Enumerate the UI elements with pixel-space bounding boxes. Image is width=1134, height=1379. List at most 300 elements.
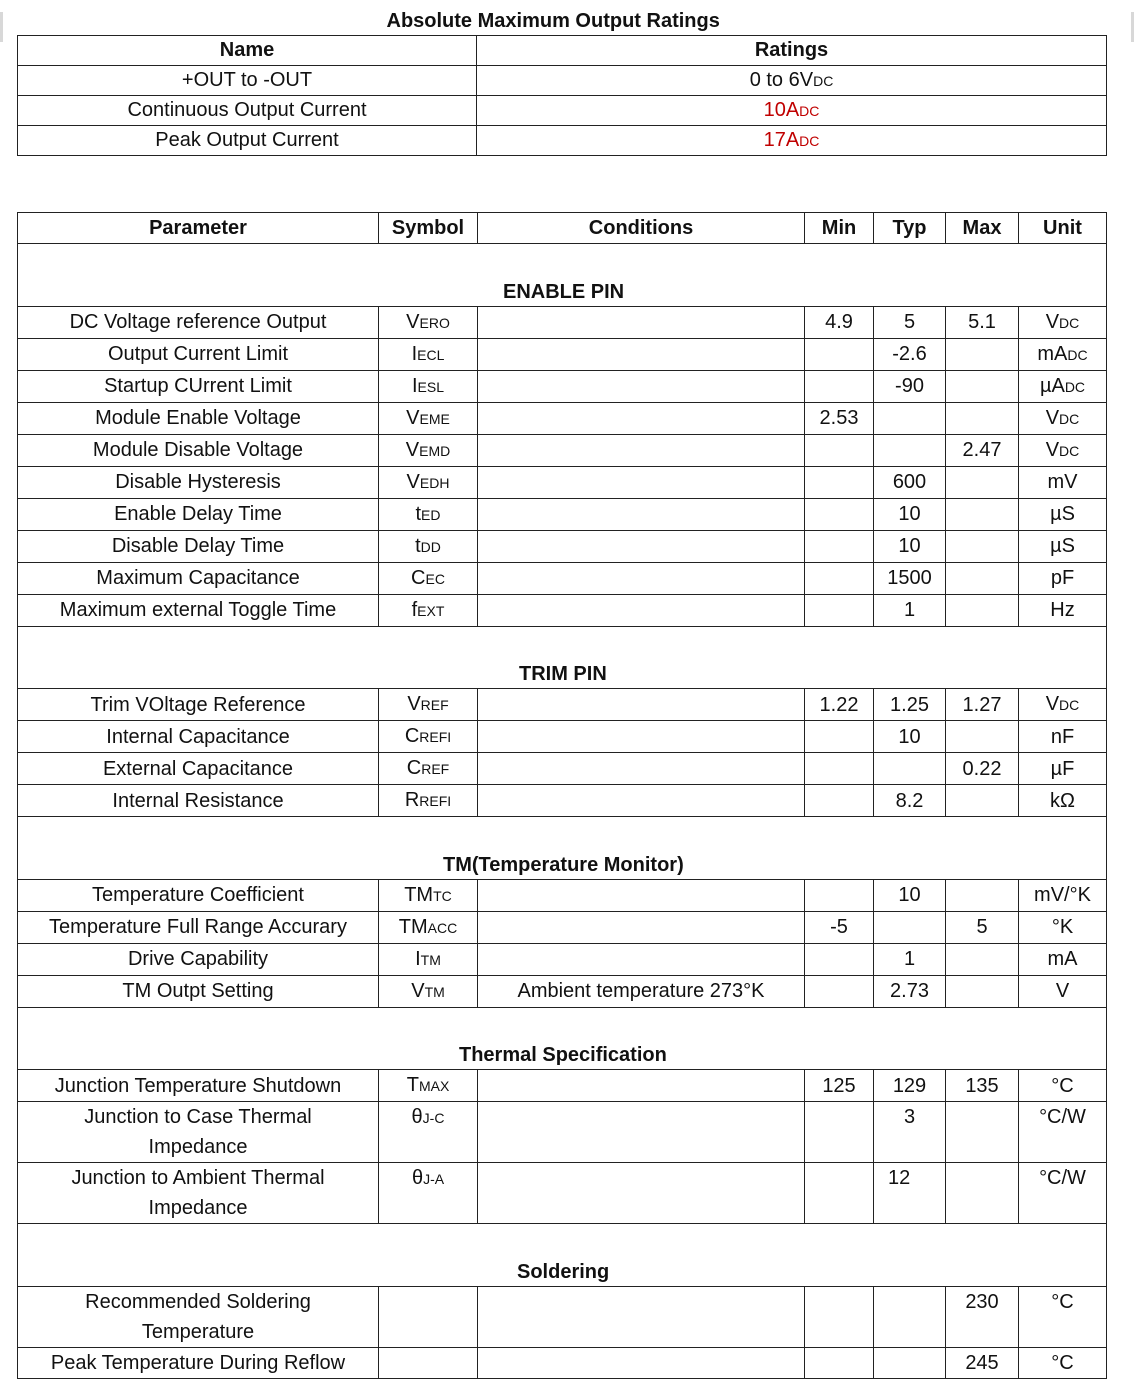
param-cell: Module Disable Voltage — [18, 434, 379, 466]
cond-cell — [478, 1286, 805, 1347]
cond-cell — [478, 689, 805, 721]
max-cell — [946, 338, 1019, 370]
spec-row — [18, 562, 1107, 594]
spacer-cell — [18, 244, 1107, 275]
spec-row — [18, 689, 1107, 721]
unit-cell — [1019, 943, 1107, 975]
unit-cell — [1019, 306, 1107, 338]
min-cell — [805, 594, 874, 626]
value-main: pF — [1050, 567, 1075, 589]
param-cell: Peak Temperature During Reflow — [18, 1347, 379, 1378]
header-max: Max — [946, 213, 1019, 244]
spacer-row — [18, 244, 1107, 275]
spacer-row — [18, 626, 1107, 657]
min-cell — [805, 975, 874, 1007]
spec-row — [18, 434, 1107, 466]
section-title-text: TM(Temperature Monitor) — [443, 853, 684, 876]
section-title-row — [18, 1038, 1107, 1070]
value-subscript: ERO — [419, 314, 450, 331]
symbol-cell — [379, 498, 478, 530]
cond-cell — [478, 338, 805, 370]
section-title — [18, 847, 1107, 879]
value-subscript: EC — [425, 570, 445, 587]
value-subscript: J-C — [422, 1110, 445, 1126]
unit-cell — [1019, 879, 1107, 911]
section-title-row — [18, 657, 1107, 689]
spacer-row — [18, 1224, 1107, 1255]
cond-cell — [478, 879, 805, 911]
min-cell — [805, 753, 874, 785]
symbol-cell — [379, 721, 478, 753]
min-cell — [805, 1163, 874, 1224]
symbol-cell — [379, 975, 478, 1007]
symbol-cell — [379, 753, 478, 785]
unit-cell — [1019, 434, 1107, 466]
unit-cell — [1019, 911, 1107, 943]
cond-cell: Ambient temperature 273°K — [478, 975, 805, 1007]
min-cell — [805, 370, 874, 402]
unit-cell — [1019, 594, 1107, 626]
value-main: °C — [1051, 1351, 1074, 1374]
value-main: mV/°K — [1034, 884, 1091, 906]
ratings-row — [18, 126, 1107, 156]
value-main: V — [1045, 406, 1060, 429]
value-main: µS — [1050, 535, 1075, 557]
value-main: Hz — [1050, 599, 1075, 621]
section-title-row — [18, 274, 1107, 306]
spec-table — [17, 212, 1107, 1379]
typ-cell: 600 — [874, 466, 946, 498]
max-cell: 5.1 — [946, 306, 1019, 338]
typ-cell: 129 — [874, 1070, 946, 1102]
param-cell: DC Voltage reference Output — [18, 306, 379, 338]
section-title-text: Soldering — [517, 1260, 610, 1283]
symbol-cell — [379, 1286, 478, 1347]
unit-cell — [1019, 689, 1107, 721]
symbol-cell — [379, 1347, 478, 1378]
section-title-text: TRIM PIN — [519, 663, 607, 685]
value-main: t — [415, 534, 421, 557]
min-cell: 4.9 — [805, 306, 874, 338]
unit-cell — [1019, 785, 1107, 817]
cond-cell — [478, 306, 805, 338]
header-ratings: Ratings — [477, 36, 1107, 66]
value-main: µS — [1050, 503, 1075, 525]
max-cell: 245 — [946, 1347, 1019, 1378]
value-main: V — [1045, 693, 1060, 715]
header-typ: Typ — [874, 213, 946, 244]
value-subscript: DC — [1059, 442, 1080, 459]
header-symbol: Symbol — [379, 213, 478, 244]
cond-cell — [478, 594, 805, 626]
spacer-row — [18, 1007, 1107, 1038]
min-cell — [805, 338, 874, 370]
cond-cell — [478, 911, 805, 943]
value-main: I — [411, 374, 418, 397]
value-main: kΩ — [1050, 789, 1075, 812]
max-cell: 135 — [946, 1070, 1019, 1102]
typ-cell: -2.6 — [874, 338, 946, 370]
typ-cell: 10 — [874, 498, 946, 530]
typ-cell: 1 — [874, 943, 946, 975]
param-cell: Internal Resistance — [18, 785, 379, 817]
symbol-cell — [379, 911, 478, 943]
param-cell: Junction Temperature Shutdown — [18, 1070, 379, 1102]
typ-cell: 1500 — [874, 562, 946, 594]
unit-cell — [1019, 753, 1107, 785]
cond-cell — [478, 370, 805, 402]
value-main: 17A — [763, 129, 800, 151]
cond-cell — [478, 434, 805, 466]
value-main: θ — [411, 1167, 424, 1189]
spec-row — [18, 1070, 1107, 1102]
param-cell: Internal Capacitance — [18, 721, 379, 753]
value-main: mA — [1037, 342, 1068, 365]
ratings-value-cell — [477, 96, 1107, 126]
value-subscript: MAX — [418, 1078, 450, 1094]
value-main: t — [415, 502, 422, 525]
symbol-cell — [379, 466, 478, 498]
value-main: mV — [1047, 471, 1078, 493]
max-cell: 1.27 — [946, 689, 1019, 721]
section-title — [18, 274, 1107, 306]
spec-table-body — [18, 244, 1107, 1379]
spec-row — [18, 1347, 1107, 1378]
spacer-row — [18, 817, 1107, 848]
spec-row — [18, 466, 1107, 498]
min-cell — [805, 498, 874, 530]
symbol-cell — [379, 943, 478, 975]
symbol-cell — [379, 530, 478, 562]
min-cell — [805, 785, 874, 817]
symbol-cell — [379, 785, 478, 817]
min-cell — [805, 466, 874, 498]
unit-cell — [1019, 530, 1107, 562]
value-main: C — [404, 725, 420, 747]
value-subscript: EDH — [419, 474, 450, 491]
header-conditions: Conditions — [478, 213, 805, 244]
value-main: I — [415, 947, 421, 970]
value-main: nF — [1050, 725, 1075, 748]
typ-cell: 8.2 — [874, 785, 946, 817]
cond-cell — [478, 943, 805, 975]
ratings-name-cell: Continuous Output Current — [18, 96, 477, 126]
unit-cell — [1019, 1347, 1107, 1378]
min-cell: 1.22 — [805, 689, 874, 721]
ratings-table — [17, 7, 1107, 156]
min-cell — [805, 1286, 874, 1347]
spec-row — [18, 402, 1107, 434]
header-parameter: Parameter — [18, 213, 379, 244]
symbol-cell — [379, 370, 478, 402]
value-main: °C/W — [1039, 1167, 1086, 1189]
section-title-row — [18, 1254, 1107, 1286]
spec-row — [18, 370, 1107, 402]
spec-row — [18, 338, 1107, 370]
param-cell: Maximum external Toggle Time — [18, 594, 379, 626]
value-main: µF — [1050, 757, 1075, 780]
param-cell: Module Enable Voltage — [18, 402, 379, 434]
max-cell — [946, 721, 1019, 753]
cond-cell — [478, 402, 805, 434]
min-cell — [805, 562, 874, 594]
symbol-cell — [379, 338, 478, 370]
spec-row — [18, 785, 1107, 817]
param-cell: Temperature Full Range Accurary — [18, 911, 379, 943]
cond-cell — [478, 530, 805, 562]
symbol-cell — [379, 402, 478, 434]
unit-cell — [1019, 466, 1107, 498]
value-main: θ — [411, 1106, 423, 1128]
ratings-table-title: Absolute Maximum Output Ratings — [18, 7, 1107, 36]
unit-cell — [1019, 1102, 1107, 1163]
value-main: C — [411, 566, 426, 589]
typ-cell: 2.73 — [874, 975, 946, 1007]
max-cell — [946, 1102, 1019, 1163]
symbol-cell — [379, 689, 478, 721]
max-cell: 0.22 — [946, 753, 1019, 785]
spec-row — [18, 1102, 1107, 1163]
min-cell — [805, 721, 874, 753]
value-subscript: DC — [1064, 378, 1086, 395]
spec-row — [18, 306, 1107, 338]
value-main: °C — [1051, 1290, 1074, 1313]
spec-row — [18, 879, 1107, 911]
min-cell — [805, 434, 874, 466]
value-subscript: J-A — [423, 1171, 445, 1187]
value-main: TM — [404, 883, 434, 906]
typ-cell: 10 — [874, 530, 946, 562]
unit-cell — [1019, 1163, 1107, 1224]
cond-cell — [478, 1347, 805, 1378]
cond-cell — [478, 721, 805, 753]
param-cell: Maximum Capacitance — [18, 562, 379, 594]
typ-cell: 3 — [874, 1102, 946, 1163]
value-main: V — [1045, 438, 1060, 461]
value-main: 0 to 6V — [749, 69, 814, 91]
typ-cell: 10 — [874, 879, 946, 911]
header-unit: Unit — [1019, 213, 1107, 244]
value-subscript: TM — [424, 983, 445, 1000]
unit-cell — [1019, 498, 1107, 530]
spec-row — [18, 498, 1107, 530]
max-cell — [946, 594, 1019, 626]
value-main: f — [411, 598, 418, 621]
spec-row — [18, 530, 1107, 562]
max-cell — [946, 562, 1019, 594]
min-cell — [805, 530, 874, 562]
value-main: °C — [1051, 1074, 1074, 1097]
cond-cell — [478, 785, 805, 817]
value-main: V — [1055, 980, 1070, 1002]
param-cell: TM Outpt Setting — [18, 975, 379, 1007]
value-subscript: DC — [799, 133, 820, 149]
unit-cell — [1019, 370, 1107, 402]
value-subscript: ED — [421, 506, 441, 523]
cond-cell — [478, 562, 805, 594]
value-main: µA — [1039, 374, 1065, 397]
typ-cell — [874, 911, 946, 943]
cond-cell — [478, 753, 805, 785]
value-subscript: EMD — [419, 442, 451, 459]
symbol-cell — [379, 594, 478, 626]
value-main: °K — [1051, 916, 1074, 938]
symbol-cell — [379, 879, 478, 911]
max-cell — [946, 498, 1019, 530]
unit-cell — [1019, 975, 1107, 1007]
max-cell: 5 — [946, 911, 1019, 943]
value-subscript: TC — [433, 887, 452, 904]
spec-row — [18, 911, 1107, 943]
spacer-cell — [18, 1007, 1107, 1038]
value-main: V — [407, 693, 421, 715]
unit-cell — [1019, 721, 1107, 753]
value-subscript: EXT — [417, 602, 445, 619]
max-cell — [946, 530, 1019, 562]
typ-cell — [874, 753, 946, 785]
value-subscript: DC — [1059, 697, 1080, 713]
ratings-name-cell: Peak Output Current — [18, 126, 477, 156]
param-cell: Disable Delay Time — [18, 530, 379, 562]
typ-cell: -90 — [874, 370, 946, 402]
value-subscript: EME — [419, 410, 450, 427]
cond-cell — [478, 498, 805, 530]
spec-row — [18, 721, 1107, 753]
max-cell: 230 — [946, 1286, 1019, 1347]
spec-row — [18, 753, 1107, 785]
value-subscript: REFI — [419, 793, 452, 809]
max-cell — [946, 943, 1019, 975]
value-subscript: ECL — [417, 346, 445, 363]
value-subscript: DC — [1059, 410, 1080, 427]
cond-cell — [478, 1070, 805, 1102]
header-min: Min — [805, 213, 874, 244]
spec-row — [18, 943, 1107, 975]
max-cell — [946, 402, 1019, 434]
value-subscript: ESL — [417, 378, 445, 395]
value-subscript: DC — [799, 103, 820, 119]
value-subscript: DD — [420, 538, 441, 555]
value-main: V — [406, 406, 420, 429]
min-cell — [805, 1347, 874, 1378]
cond-cell — [478, 1163, 805, 1224]
value-subscript: DC — [813, 73, 834, 89]
value-subscript: DC — [1059, 314, 1080, 331]
min-cell — [805, 943, 874, 975]
value-main: C — [406, 757, 422, 779]
value-main: TM — [398, 915, 428, 938]
param-cell: External Capacitance — [18, 753, 379, 785]
spec-row — [18, 594, 1107, 626]
param-cell: Recommended Soldering Temperature — [18, 1286, 379, 1347]
max-cell — [946, 370, 1019, 402]
section-title — [18, 1038, 1107, 1070]
ratings-table-body — [18, 66, 1107, 156]
symbol-cell — [379, 434, 478, 466]
typ-cell: 1.25 — [874, 689, 946, 721]
value-main: °C/W — [1039, 1106, 1086, 1128]
unit-cell — [1019, 1286, 1107, 1347]
spacer-cell — [18, 1224, 1107, 1255]
ratings-name-cell: +OUT to -OUT — [18, 66, 477, 96]
section-title-text: Thermal Specification — [459, 1044, 667, 1066]
value-subscript: REF — [421, 761, 450, 777]
header-name: Name — [18, 36, 477, 66]
max-cell — [946, 879, 1019, 911]
typ-cell: 5 — [874, 306, 946, 338]
max-cell — [946, 466, 1019, 498]
param-cell: Trim VOltage Reference — [18, 689, 379, 721]
min-cell: 2.53 — [805, 402, 874, 434]
param-cell: Junction to Case Thermal Impedance — [18, 1102, 379, 1163]
section-title — [18, 1254, 1107, 1286]
min-cell — [805, 1102, 874, 1163]
max-cell — [946, 785, 1019, 817]
typ-cell — [874, 434, 946, 466]
max-cell — [946, 1163, 1019, 1224]
symbol-cell — [379, 1070, 478, 1102]
spacer-cell — [18, 817, 1107, 848]
param-cell: Temperature Coefficient — [18, 879, 379, 911]
min-cell: -5 — [805, 911, 874, 943]
param-cell: Startup CUrrent Limit — [18, 370, 379, 402]
ratings-row — [18, 96, 1107, 126]
symbol-cell — [379, 306, 478, 338]
value-subscript: REFI — [419, 729, 452, 745]
ratings-row — [18, 66, 1107, 96]
symbol-cell — [379, 1163, 478, 1224]
value-main: mA — [1047, 948, 1078, 970]
param-cell: Junction to Ambient Thermal Impedance — [18, 1163, 379, 1224]
typ-cell — [874, 402, 946, 434]
param-cell: Output Current Limit — [18, 338, 379, 370]
symbol-cell — [379, 1102, 478, 1163]
param-cell: Disable Hysteresis — [18, 466, 379, 498]
value-main: 10A — [763, 99, 800, 121]
max-cell: 2.47 — [946, 434, 1019, 466]
value-main: V — [405, 438, 420, 461]
spec-row — [18, 1286, 1107, 1347]
typ-cell — [874, 1347, 946, 1378]
max-cell — [946, 975, 1019, 1007]
value-main: V — [1045, 310, 1060, 333]
unit-cell — [1019, 562, 1107, 594]
typ-cell: 10 — [874, 721, 946, 753]
value-main: T — [406, 1074, 419, 1096]
ratings-value-cell — [477, 126, 1107, 156]
spec-row — [18, 1163, 1107, 1224]
section-title-row — [18, 847, 1107, 879]
value-subscript: REF — [420, 697, 449, 713]
value-subscript: ACC — [427, 919, 458, 936]
value-subscript: TM — [420, 951, 441, 968]
min-cell — [805, 879, 874, 911]
spec-header-row — [18, 213, 1107, 244]
param-cell: Drive Capability — [18, 943, 379, 975]
page-edge-mark — [0, 12, 3, 42]
unit-cell — [1019, 402, 1107, 434]
typ-cell — [874, 1286, 946, 1347]
value-subscript: DC — [1067, 346, 1088, 363]
typ-cell: 1 — [874, 594, 946, 626]
spacer-cell — [18, 626, 1107, 657]
spec-row — [18, 975, 1107, 1007]
value-main: V — [406, 310, 420, 333]
ratings-value-cell — [477, 66, 1107, 96]
value-main: R — [404, 789, 420, 811]
cond-cell — [478, 1102, 805, 1163]
value-main: I — [411, 342, 418, 365]
